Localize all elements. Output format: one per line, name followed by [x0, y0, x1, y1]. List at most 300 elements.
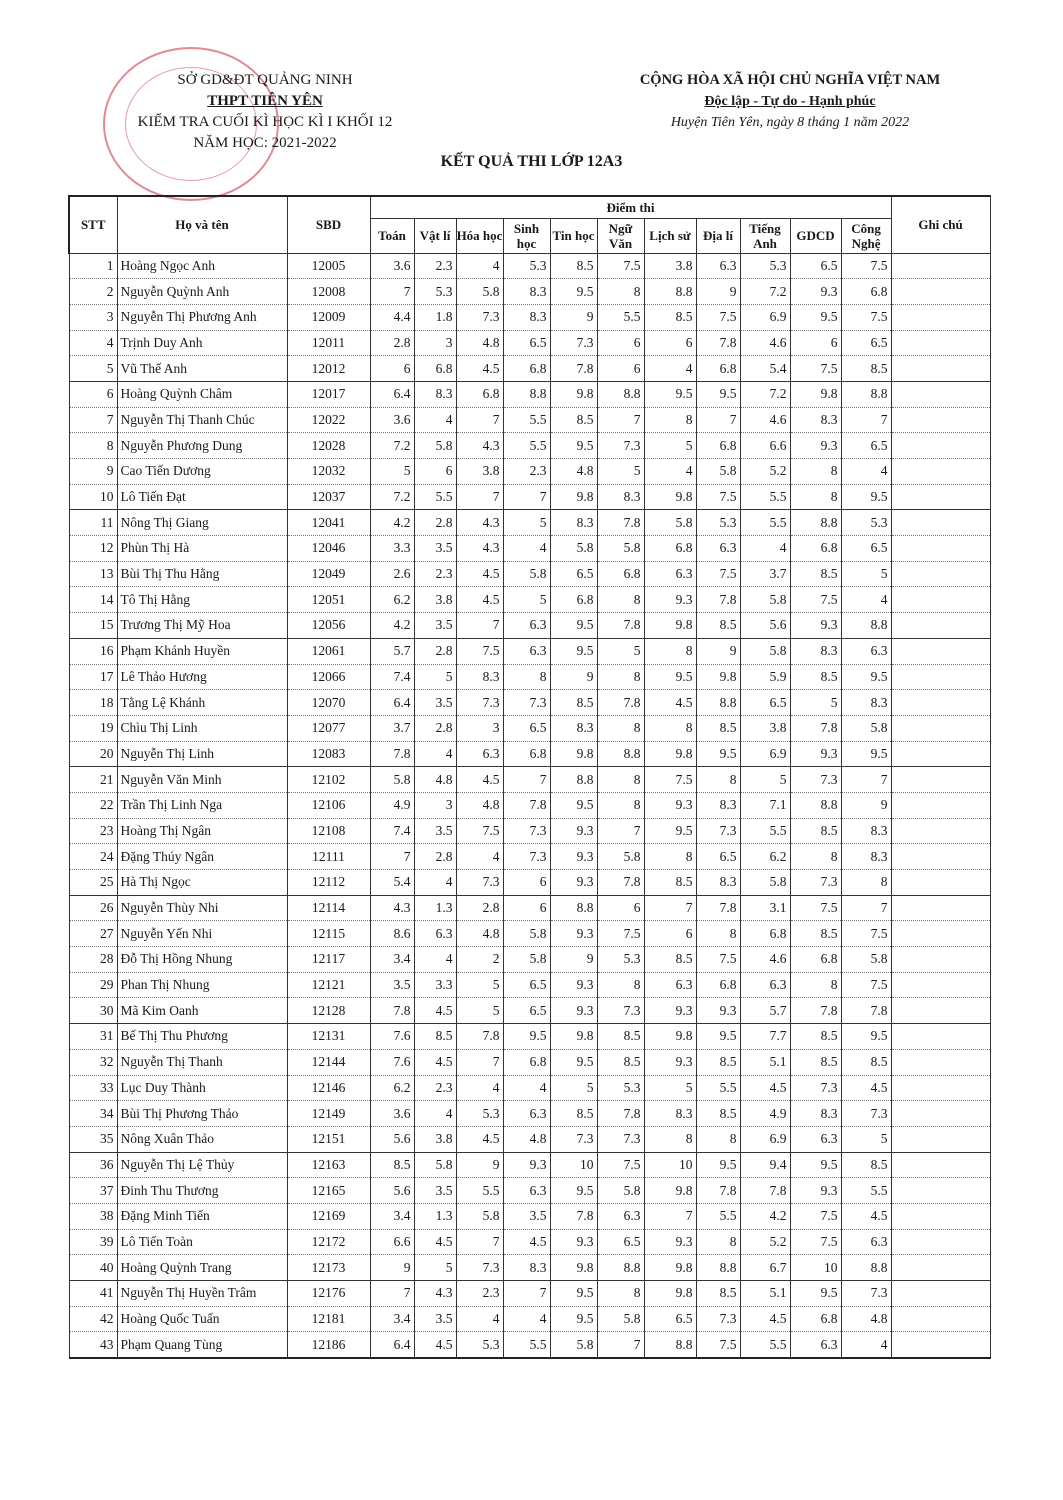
row-score: 9.5	[550, 1306, 597, 1332]
row-score: 4	[740, 536, 790, 562]
row-score: 9.3	[696, 998, 740, 1024]
row-score: 5.8	[696, 459, 740, 485]
row-score: 1.8	[414, 304, 456, 330]
row-score: 6	[597, 895, 644, 921]
row-score: 5.5	[503, 1332, 550, 1358]
row-score: 8.8	[597, 1255, 644, 1281]
row-score: 7.2	[740, 279, 790, 305]
row-stt: 13	[69, 561, 117, 587]
row-score: 5.8	[503, 947, 550, 973]
row-score: 7	[456, 407, 503, 433]
row-score: 8.5	[841, 1049, 891, 1075]
row-score: 9.8	[644, 1281, 696, 1307]
row-score: 4.2	[370, 613, 414, 639]
row-score: 8	[790, 844, 841, 870]
row-stt: 23	[69, 818, 117, 844]
row-score: 5.8	[503, 561, 550, 587]
row-score: 7	[370, 1281, 414, 1307]
row-stt: 25	[69, 870, 117, 896]
row-score: 7.3	[456, 690, 503, 716]
row-score: 6.9	[740, 1126, 790, 1152]
row-score: 6.8	[503, 1049, 550, 1075]
row-score: 9.5	[644, 381, 696, 407]
row-score: 8.8	[790, 792, 841, 818]
row-score: 7.8	[696, 1178, 740, 1204]
row-note	[891, 998, 990, 1024]
row-score: 9.8	[696, 664, 740, 690]
school-year: NĂM HỌC: 2021-2022	[193, 135, 337, 151]
row-score: 2.3	[414, 561, 456, 587]
row-score: 6.4	[370, 690, 414, 716]
row-stt: 15	[69, 613, 117, 639]
row-score: 6.2	[370, 587, 414, 613]
row-score: 7	[841, 895, 891, 921]
row-score: 6.5	[740, 690, 790, 716]
row-score: 5	[597, 459, 644, 485]
row-score: 4.6	[740, 330, 790, 356]
row-score: 7.3	[841, 1101, 891, 1127]
row-score: 2.8	[414, 844, 456, 870]
row-score: 5	[503, 587, 550, 613]
row-stt: 14	[69, 587, 117, 613]
row-score: 9.8	[644, 1178, 696, 1204]
row-stt: 35	[69, 1126, 117, 1152]
row-score: 5.3	[740, 253, 790, 279]
table-row	[69, 1229, 990, 1255]
row-score: 7.5	[597, 1152, 644, 1178]
row-score: 3.4	[370, 1306, 414, 1332]
row-score: 5	[456, 972, 503, 998]
header-right	[610, 70, 970, 134]
row-sbd: 12061	[287, 638, 370, 664]
row-score: 9	[550, 947, 597, 973]
row-sbd: 12011	[287, 330, 370, 356]
row-score: 6.3	[414, 921, 456, 947]
row-note	[891, 870, 990, 896]
row-score: 5.8	[841, 947, 891, 973]
row-score: 4.5	[740, 1075, 790, 1101]
row-score: 5	[790, 690, 841, 716]
row-score: 8.5	[696, 613, 740, 639]
row-score: 6.5	[644, 1306, 696, 1332]
row-name: Hoàng Thị Ngân	[117, 818, 287, 844]
row-score: 8	[644, 638, 696, 664]
row-score: 7.7	[740, 1024, 790, 1050]
row-score: 8	[696, 1126, 740, 1152]
row-score: 5.3	[597, 947, 644, 973]
table-row	[69, 895, 990, 921]
row-sbd: 12017	[287, 381, 370, 407]
row-score: 4.5	[841, 1075, 891, 1101]
row-score: 8.5	[550, 1101, 597, 1127]
row-note	[891, 1229, 990, 1255]
row-name: Nguyễn Quỳnh Anh	[117, 279, 287, 305]
row-score: 5.5	[740, 818, 790, 844]
row-stt: 27	[69, 921, 117, 947]
table-row	[69, 1024, 990, 1050]
table-row	[69, 330, 990, 356]
row-score: 6.3	[790, 1332, 841, 1358]
row-score: 4.5	[414, 1049, 456, 1075]
row-sbd: 12056	[287, 613, 370, 639]
row-name: Đặng Minh Tiến	[117, 1203, 287, 1229]
row-name: Tô Thị Hằng	[117, 587, 287, 613]
row-score: 9.3	[550, 998, 597, 1024]
row-score: 3.8	[644, 253, 696, 279]
table-row	[69, 998, 990, 1024]
row-score: 7.5	[841, 253, 891, 279]
row-score: 2.3	[414, 253, 456, 279]
row-score: 5.3	[414, 279, 456, 305]
row-score: 5.1	[740, 1281, 790, 1307]
row-stt: 12	[69, 536, 117, 562]
row-score: 9.5	[644, 818, 696, 844]
row-score: 4.3	[456, 510, 503, 536]
row-score: 4.5	[456, 587, 503, 613]
table-row	[69, 510, 990, 536]
row-score: 9	[370, 1255, 414, 1281]
row-score: 7.6	[370, 1049, 414, 1075]
row-score: 5.3	[841, 510, 891, 536]
row-sbd: 12046	[287, 536, 370, 562]
row-score: 9.8	[550, 484, 597, 510]
row-score: 5.5	[740, 484, 790, 510]
row-score: 8	[597, 664, 644, 690]
row-stt: 30	[69, 998, 117, 1024]
row-score: 6.2	[370, 1075, 414, 1101]
row-score: 10	[790, 1255, 841, 1281]
row-score: 6.8	[740, 921, 790, 947]
row-score: 3.6	[370, 407, 414, 433]
row-note	[891, 1203, 990, 1229]
row-name: Hoàng Quỳnh Trang	[117, 1255, 287, 1281]
row-score: 9.3	[550, 1229, 597, 1255]
row-score: 6.5	[597, 1229, 644, 1255]
row-score: 5.6	[370, 1178, 414, 1204]
row-score: 8	[597, 587, 644, 613]
table-row	[69, 279, 990, 305]
row-note	[891, 1332, 990, 1358]
row-score: 7.8	[696, 587, 740, 613]
row-score: 8.3	[790, 1101, 841, 1127]
row-score: 5.8	[597, 536, 644, 562]
row-score: 9.5	[841, 664, 891, 690]
row-score: 4.5	[644, 690, 696, 716]
row-score: 9.5	[550, 638, 597, 664]
table-row	[69, 613, 990, 639]
row-score: 6.5	[550, 561, 597, 587]
row-score: 7.3	[790, 1075, 841, 1101]
row-score: 6.5	[503, 998, 550, 1024]
row-score: 3	[414, 792, 456, 818]
row-score: 8.5	[841, 1152, 891, 1178]
row-sbd: 12114	[287, 895, 370, 921]
row-score: 5	[456, 998, 503, 1024]
row-note	[891, 510, 990, 536]
row-score: 4	[414, 741, 456, 767]
row-score: 8.5	[790, 818, 841, 844]
row-name: Nguyễn Thị Thanh	[117, 1049, 287, 1075]
row-score: 8	[644, 715, 696, 741]
row-name: Hà Thị Ngọc	[117, 870, 287, 896]
row-score: 3.5	[414, 1178, 456, 1204]
row-score: 9.3	[644, 587, 696, 613]
row-score: 6	[597, 330, 644, 356]
row-score: 5.9	[740, 664, 790, 690]
row-score: 9	[550, 664, 597, 690]
row-stt: 33	[69, 1075, 117, 1101]
row-name: Vũ Thế Anh	[117, 356, 287, 382]
row-score: 9.4	[740, 1152, 790, 1178]
row-name: Nguyễn Phương Dung	[117, 433, 287, 459]
row-score: 8.3	[790, 638, 841, 664]
row-score: 5.5	[456, 1178, 503, 1204]
row-score: 8	[644, 1126, 696, 1152]
row-score: 7	[503, 1281, 550, 1307]
row-name: Bùi Thị Thu Hằng	[117, 561, 287, 587]
row-score: 2.8	[414, 638, 456, 664]
row-score: 8	[597, 279, 644, 305]
row-note	[891, 613, 990, 639]
row-score: 6	[503, 870, 550, 896]
row-score: 9.5	[790, 304, 841, 330]
row-score: 4	[456, 253, 503, 279]
row-score: 7.8	[597, 1101, 644, 1127]
row-sbd: 12163	[287, 1152, 370, 1178]
row-score: 2.3	[503, 459, 550, 485]
row-name: Mã Kim Oanh	[117, 998, 287, 1024]
row-stt: 5	[69, 356, 117, 382]
row-score: 7.8	[597, 690, 644, 716]
row-score: 4.3	[370, 895, 414, 921]
row-score: 7	[644, 1203, 696, 1229]
row-score: 8.3	[841, 818, 891, 844]
row-score: 9.5	[644, 664, 696, 690]
row-name: Nguyễn Thùy Nhi	[117, 895, 287, 921]
table-row	[69, 304, 990, 330]
row-score: 5.8	[503, 921, 550, 947]
row-stt: 43	[69, 1332, 117, 1358]
row-sbd: 12032	[287, 459, 370, 485]
row-score: 6.8	[696, 356, 740, 382]
row-note	[891, 381, 990, 407]
row-score: 6.8	[841, 279, 891, 305]
row-score: 7.5	[456, 818, 503, 844]
row-score: 7	[696, 407, 740, 433]
column-header-subject: Tin học	[550, 218, 597, 253]
row-score: 7.8	[550, 1203, 597, 1229]
row-note	[891, 561, 990, 587]
row-score: 9.5	[841, 1024, 891, 1050]
row-score: 6.3	[841, 1229, 891, 1255]
row-score: 2.8	[414, 715, 456, 741]
row-score: 9.8	[790, 381, 841, 407]
row-score: 7	[644, 895, 696, 921]
row-score: 4.3	[456, 433, 503, 459]
row-stt: 41	[69, 1281, 117, 1307]
row-stt: 29	[69, 972, 117, 998]
column-header-sbd: SBD	[287, 196, 370, 253]
row-score: 5.2	[740, 459, 790, 485]
row-sbd: 12146	[287, 1075, 370, 1101]
row-score: 6.3	[790, 1126, 841, 1152]
row-score: 5.8	[740, 638, 790, 664]
row-score: 6.3	[597, 1203, 644, 1229]
row-sbd: 12186	[287, 1332, 370, 1358]
row-score: 8.5	[790, 664, 841, 690]
row-name: Nông Thị Giang	[117, 510, 287, 536]
row-score: 6	[370, 356, 414, 382]
row-score: 5.3	[503, 253, 550, 279]
department-name: SỞ GD&ĐT QUẢNG NINH	[177, 72, 353, 88]
table-row	[69, 741, 990, 767]
row-score: 5.8	[841, 715, 891, 741]
row-note	[891, 536, 990, 562]
row-score: 7.5	[790, 1203, 841, 1229]
table-row	[69, 561, 990, 587]
row-score: 9.8	[644, 1255, 696, 1281]
row-name: Bế Thị Thu Phương	[117, 1024, 287, 1050]
row-score: 8.5	[790, 1049, 841, 1075]
row-score: 5.8	[597, 1306, 644, 1332]
row-score: 7.3	[841, 1281, 891, 1307]
row-score: 4	[414, 947, 456, 973]
row-score: 9.3	[790, 279, 841, 305]
row-score: 6.5	[696, 844, 740, 870]
row-score: 3.5	[414, 690, 456, 716]
row-sbd: 12172	[287, 1229, 370, 1255]
row-score: 6.3	[503, 1178, 550, 1204]
row-score: 4.8	[841, 1306, 891, 1332]
row-score: 2.3	[456, 1281, 503, 1307]
row-stt: 1	[69, 253, 117, 279]
row-score: 3.8	[414, 587, 456, 613]
row-score: 6	[644, 921, 696, 947]
row-score: 9.8	[550, 381, 597, 407]
row-score: 9.3	[790, 1178, 841, 1204]
row-score: 8	[597, 1281, 644, 1307]
row-score: 8.8	[696, 690, 740, 716]
row-score: 4	[841, 459, 891, 485]
row-score: 9.3	[644, 998, 696, 1024]
row-score: 4	[414, 870, 456, 896]
row-score: 7	[456, 613, 503, 639]
row-score: 6.5	[841, 433, 891, 459]
row-score: 5.6	[370, 1126, 414, 1152]
row-score: 6.3	[696, 536, 740, 562]
row-score: 9.3	[550, 818, 597, 844]
row-score: 6.8	[503, 356, 550, 382]
row-note	[891, 715, 990, 741]
row-score: 8.8	[597, 741, 644, 767]
row-score: 7	[597, 407, 644, 433]
row-name: Nguyễn Thị Thanh Chúc	[117, 407, 287, 433]
row-score: 3.5	[503, 1203, 550, 1229]
row-name: Bùi Thị Phương Thảo	[117, 1101, 287, 1127]
row-score: 7.8	[456, 1024, 503, 1050]
row-score: 4.5	[503, 1229, 550, 1255]
row-score: 8.5	[644, 947, 696, 973]
row-score: 10	[550, 1152, 597, 1178]
row-note	[891, 895, 990, 921]
row-stt: 9	[69, 459, 117, 485]
row-sbd: 12012	[287, 356, 370, 382]
row-score: 5.8	[597, 1178, 644, 1204]
table-row	[69, 972, 990, 998]
row-score: 7.5	[841, 304, 891, 330]
column-header-subject: Vật lí	[414, 218, 456, 253]
table-row	[69, 664, 990, 690]
row-score: 8.3	[503, 1255, 550, 1281]
row-score: 9.8	[644, 1024, 696, 1050]
row-score: 8.3	[597, 484, 644, 510]
row-score: 4.8	[550, 459, 597, 485]
row-score: 5.7	[740, 998, 790, 1024]
row-score: 8.8	[841, 381, 891, 407]
row-sbd: 12151	[287, 1126, 370, 1152]
row-score: 4.8	[414, 767, 456, 793]
row-note	[891, 1126, 990, 1152]
row-score: 6.2	[740, 844, 790, 870]
row-score: 9.5	[841, 484, 891, 510]
row-score: 7.5	[841, 972, 891, 998]
row-score: 5	[644, 1075, 696, 1101]
table-row	[69, 1332, 990, 1358]
row-score: 9.3	[550, 844, 597, 870]
row-sbd: 12108	[287, 818, 370, 844]
row-score: 9.5	[790, 1281, 841, 1307]
row-stt: 37	[69, 1178, 117, 1204]
table-row	[69, 1306, 990, 1332]
row-name: Nguyễn Thị Phương Anh	[117, 304, 287, 330]
row-name: Lô Tiến Toàn	[117, 1229, 287, 1255]
row-stt: 2	[69, 279, 117, 305]
row-sbd: 12028	[287, 433, 370, 459]
row-score: 8.5	[696, 1281, 740, 1307]
row-name: Nguyễn Yến Nhi	[117, 921, 287, 947]
row-score: 3.3	[414, 972, 456, 998]
row-score: 6	[790, 330, 841, 356]
row-score: 4	[841, 587, 891, 613]
row-score: 7.8	[740, 1178, 790, 1204]
row-score: 6.4	[370, 1332, 414, 1358]
row-name: Đinh Thu Thương	[117, 1178, 287, 1204]
row-score: 6.8	[456, 381, 503, 407]
row-score: 7.3	[696, 818, 740, 844]
header-left	[100, 70, 430, 154]
row-score: 6.8	[696, 972, 740, 998]
row-score: 6.8	[550, 587, 597, 613]
row-sbd: 12165	[287, 1178, 370, 1204]
table-row	[69, 381, 990, 407]
row-score: 8.3	[841, 690, 891, 716]
national-motto: Độc lập - Tự do - Hạnh phúc	[704, 94, 876, 109]
row-score: 3.4	[370, 1203, 414, 1229]
row-score: 4.5	[414, 1229, 456, 1255]
row-score: 7.8	[370, 998, 414, 1024]
row-stt: 4	[69, 330, 117, 356]
row-score: 8.5	[550, 407, 597, 433]
row-score: 9.5	[550, 433, 597, 459]
column-header-scores: Điểm thi	[370, 196, 891, 218]
row-note	[891, 818, 990, 844]
row-sbd: 12049	[287, 561, 370, 587]
row-sbd: 12051	[287, 587, 370, 613]
row-score: 1.3	[414, 895, 456, 921]
row-score: 4.5	[841, 1203, 891, 1229]
row-score: 8.3	[550, 715, 597, 741]
row-score: 9.3	[790, 433, 841, 459]
